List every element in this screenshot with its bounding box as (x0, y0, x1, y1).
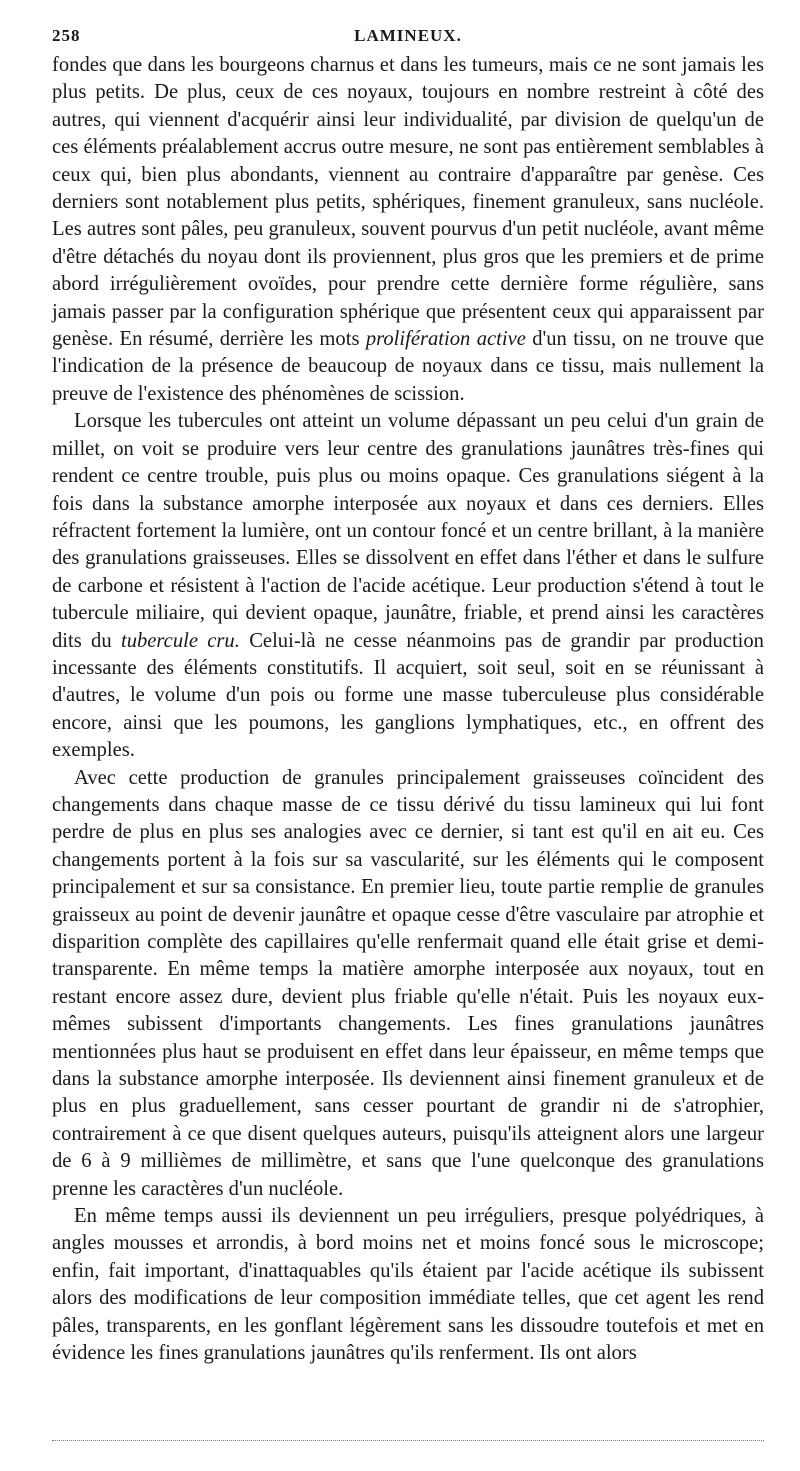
page-number: 258 (52, 26, 81, 45)
book-page (52, 26, 764, 1368)
bottom-rule (52, 1440, 764, 1441)
text-run: fondes que dans les bourgeons charnus et dans les tumeurs, mais ce ne sont jamais les plus petits. De plus, ceux de ces noyaux, toujours en nombre restreint à côté des autres, qui viennent d'acquérir ainsi leur individualité, par division de quelqu'un de ces éléments préalablement accrus outre mesure, ne sont pas entièrement semblables à ceux qui, bien plus abondants, viennent au contraire d'apparaître par genèse. Ces derniers sont notablement plus petits, sphériques, finement granuleux, sans nucléole. Les autres sont pâles, peu granuleux, souvent pourvus d'un petit nucléole, avant même d'être détachés du noyau dont ils proviennent, plus gros que les premiers et de prime abord irrégulièrement ovoïdes, pour prendre cette dernière forme régulière, sans jamais passer par la configuration sphérique que présentent ceux qui apparaissent par genèse. En résumé, derrière les mots (52, 54, 764, 351)
italic-term: prolifération active (365, 328, 526, 351)
text-run: d'un tissu, on ne trouve que l'indication de la présence de beaucoup de noyaux dans ce tissu, mais nullement la preuve de l'existence des phénomènes de scission. (52, 328, 764, 405)
text-run: Avec cette production de granules principalement graisseuses coïncident des changements dans chaque masse de ce tissu dérivé du tissu lamineux qui lui font perdre de plus en plus ses analogies avec ce dernier, si tant est qu'il en ait eu. Ces changements portent à la fois sur sa vascularité, sur les éléments qui le composent principalement et sur sa consistance. En premier lieu, toute partie remplie de granules graisseux au point de devenir jaunâtre et opaque cesse d'être vasculaire par atrophie et disparition complète des capillaires qu'elle renfermait quand elle était grise et demi-transparente. En même temps la matière amorphe interposée aux noyaux, tout en restant encore assez dure, devient plus friable qu'elle n'était. Puis les noyaux eux-mêmes subissent d'importants changements. Les fines granulations jaunâtres mentionnées plus haut se produisent en effet dans leur épaisseur, en même temps que dans la substance amorphe interposée. Ils deviennent ainsi finement granuleux et de plus en plus graduellement, sans cesser pourtant de grandir ni de s'atrophier, contrairement à ce que disent quelques auteurs, puisqu'ils atteignent alors une largeur de 6 à 9 millièmes de millimètre, et sans que l'une quelconque des granulations prenne les caractères d'un nucléole. (52, 766, 764, 1200)
running-title: LAMINEUX. (354, 26, 462, 45)
body-text (52, 52, 764, 1368)
paragraph (52, 52, 764, 408)
text-run: Celui-là ne cesse néanmoins pas de grandir par production incessante des éléments constitutifs. Il acquiert, soit seul, soit en se réunissant à d'autres, le volume d'un pois ou forme une masse tuberculeuse plus considérable encore, ainsi que les poumons, les ganglions lymphatiques, etc., en offrent des exemples. (52, 629, 764, 762)
text-run: Lorsque les tubercules ont atteint un volume dépassant un peu celui d'un grain de millet, on voit se produire vers leur centre des granulations jaunâtres très-fines qui rendent ce centre trouble, puis plus ou moins opaque. Ces granulations siégent à la fois dans la substance amorphe interposée aux noyaux et dans ces derniers. Elles réfractent fortement la lumière, ont un contour foncé et un centre brillant, à la manière des granulations graisseuses. Elles se dissolvent en effet dans l'éther et dans le sulfure de carbone et résistent à l'action de l'acide acétique. Leur production s'étend à tout le tubercule miliaire, qui devient opaque, jaunâtre, friable, et prend ainsi les caractères dits du (52, 410, 764, 652)
text-run: En même temps aussi ils deviennent un peu irréguliers, presque polyédriques, à angles mousses et arrondis, à bord moins net et moins foncé sous le microscope; enfin, fait important, d'inattaquables qu'ils étaient par l'acide acétique ils subissent alors des modifications de leur composition immédiate telles, que cet agent les rend pâles, transparents, en les gonflant légèrement sans les dissoudre toutefois et met en évidence les fines granulations jaunâtres qu'ils renferment. Ils ont alors (52, 1205, 764, 1365)
paragraph (52, 765, 764, 1204)
running-head (52, 26, 764, 52)
italic-term: tubercule cru. (120, 629, 240, 652)
paragraph (52, 1203, 764, 1367)
paragraph (52, 408, 764, 764)
